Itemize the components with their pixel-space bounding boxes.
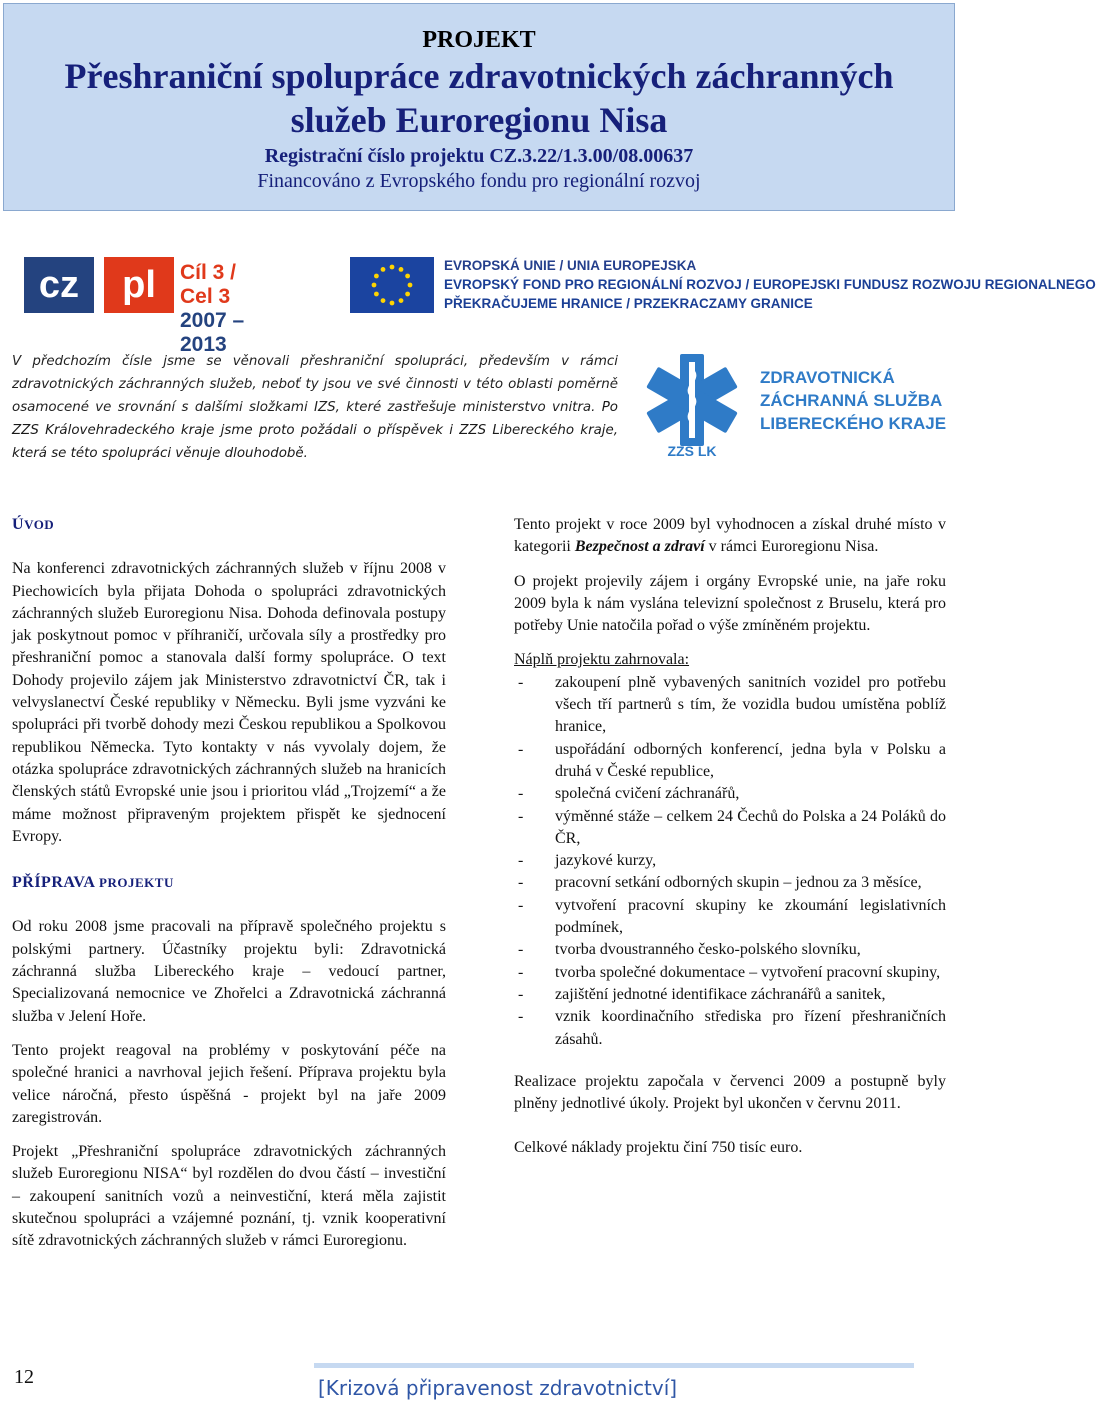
czpl-logo-line1: Cíl 3 / Cel 3 [180, 261, 237, 308]
registration-number: Registrační číslo projektu CZ.3.22/1.3.00/08.00637 [264, 145, 694, 167]
list-dash: - [518, 852, 524, 870]
award-text-a: Tento projekt v roce 2009 byl vyhodnocen a získal druhé místo v kategorii [514, 516, 946, 556]
intro-part2: Po ZZS Královehradeckého kraje jsme proto požádali o příspěvek i ZZS Libereckého kraje, která se této spolupráci věnuje dlouhodobě. [12, 400, 618, 461]
zzs-logo-line3: LIBERECKÉHO KRAJE [760, 414, 947, 433]
section-heading-uvod [12, 514, 446, 536]
eu-logo-line1: EVROPSKÁ UNIE / UNIA EUROPEJSKA [444, 258, 697, 273]
project-title [4, 54, 954, 142]
zzs-star-of-life-icon [636, 348, 748, 460]
list-item-text: vznik koordinačního střediska pro řízení přeshraničních zásahů. [555, 1008, 946, 1048]
list-item [514, 672, 946, 739]
list-item-text: pracovní setkání odborných skupin – jednou za 3 měsíce, [555, 874, 922, 892]
left-column [12, 514, 446, 1253]
eu-star-icon [374, 274, 379, 279]
funding-note: Financováno z Evropského fondu pro regionální rozvoj [257, 170, 701, 192]
list-item-text: vytvoření pracovní skupiny ke zkoumání legislativních podmínek, [555, 896, 946, 937]
list-item-text: zakoupení plně vybavených sanitních vozidel pro potřebu všech tří partnerů s tím, že vozidla budou umístěna poblíž hranice, [555, 673, 946, 736]
czpl-logo-pl: pl [104, 257, 174, 313]
czpl-logo-line2: 2007 – 2013 [180, 309, 245, 356]
eu-interest-paragraph: O projekt projevily zájem i orgány Evropské unie, na jaře roku 2009 byla k nám vyslána televizní společnost z Bruselu, která pro potřeby Unie natočila pořad o výše zmíněném projektu. [514, 572, 946, 635]
award-category: Bezpečnost a zdraví [574, 538, 705, 556]
list-item-text: společná cvičení záchranářů, [555, 785, 740, 803]
award-paragraph [514, 514, 946, 559]
page-number: 12 [14, 1366, 34, 1388]
eu-star-icon [390, 301, 395, 306]
list-dash: - [518, 941, 524, 959]
eu-star-icon [399, 267, 404, 272]
list-item-text: výměnné stáže – celkem 24 Čechů do Polska a 24 Poláků do ČR, [555, 807, 946, 847]
uvod-paragraph: Na konferenci zdravotnických záchranných služeb v říjnu 2008 v Piechowicích byla přijata Dohoda o spolupráci zdravotnických záchranných služeb Euroregionu Nisa. Dohoda definovala postupy jak poskytnout pomoc v příhraničí, určovala síly a prostředky pro přeshraniční pomoc a stanovala další formy spolupráce. O text Dohody projevilo zájem jak Ministerstvo zdravotnictví ČR, tak i velvyslanectví České republiky v Německu. Byli jsme vyzváni ke spolupráci při tvorbě dohody mezi Českou republikou a Spolkovou republikou Německa. Tyto kontakty v nás vyvolaly dojem, že otázka spolupráce zdravotnických záchranných služeb na hranicích členských států Evropské unie jsou i prioritou vlád „Trojzemí“ a že máme možnost připraveným projektem přispět ke sjednocení Evropy. [12, 560, 446, 845]
section-heading-priprava [12, 872, 446, 894]
list-item [514, 984, 946, 1006]
list-item [514, 1006, 946, 1051]
czpl-logo-text [180, 261, 274, 357]
costs-paragraph: Celkové náklady projektu činí 750 tisíc euro. [514, 1139, 803, 1157]
eu-star-icon [381, 298, 386, 303]
list-dash: - [518, 985, 524, 1003]
list-dash: - [518, 1008, 524, 1026]
eu-star-icon [405, 274, 410, 279]
scope-list-title: Náplň projektu zahrnovala: [514, 651, 690, 669]
list-item [514, 939, 946, 961]
eu-star-icon [381, 267, 386, 272]
list-item [514, 895, 946, 940]
list-item-text: uspořádání odborných konferencí, jedna byla v Polsku a druhá v České republice, [555, 740, 946, 780]
list-item [514, 739, 946, 784]
eu-star-icon [374, 292, 379, 297]
zzs-badge-text: ZZS LK [667, 443, 717, 459]
list-item [514, 850, 946, 872]
eu-star-icon [405, 292, 410, 297]
list-item [514, 872, 946, 894]
eu-logo-line2: EVROPSKÝ FOND PRO REGIONÁLNÍ ROZVOJ / EUROPEJSKI FUNDUSZ ROZWOJU REGIONALNEGO [444, 277, 1096, 292]
list-item-text: tvorba dvoustranného česko-polského slovníku, [555, 941, 861, 959]
list-item-text: jazykové kurzy, [555, 852, 657, 870]
award-text-b: v rámci Euroregionu Nisa. [704, 538, 879, 556]
intro-paragraph [12, 350, 618, 465]
list-dash: - [518, 963, 524, 981]
list-item-text: zajištění jednotné identifikace záchranářů a sanitek, [555, 985, 886, 1003]
eu-logo-line3: PŘEKRAČUJEME HRANICE / PRZEKRACZAMY GRANICE [444, 296, 813, 311]
zzs-logo-text [760, 366, 946, 435]
eu-star-icon [390, 265, 395, 270]
zzs-logo-line2: ZÁCHRANNÁ SLUŽBA [760, 391, 943, 410]
priprava-heading-rest: PROJEKTU [99, 875, 174, 891]
uvod-heading-initial: Ú [12, 516, 25, 533]
project-title-line1: Přeshraniční spolupráce zdravotnických záchranných [64, 56, 894, 96]
eu-fund-logo-text [444, 256, 1096, 313]
intro-part1: V předchozím čísle jsme se věnovali přeshraniční spolupráci, především v rámci zdravotnických záchranných služeb, neboť ty jsou ve své činnosti v této oblasti poměrně osamocené ve srovnání s dalšími složkami IZS, které zastřešuje ministerstvo vnitra. [12, 354, 618, 415]
list-dash: - [518, 785, 524, 803]
zzs-logo-line1: ZDRAVOTNICKÁ [760, 368, 895, 387]
list-dash: - [518, 874, 524, 892]
list-item [514, 806, 946, 851]
priprava-heading-first: PŘÍPRAVA [12, 874, 95, 892]
list-item [514, 962, 946, 984]
czpl-logo [24, 257, 274, 356]
list-item [514, 783, 946, 805]
eu-star-icon [408, 283, 413, 288]
priprava-paragraph-2: Tento projekt reagoval na problémy v poskytování péče na společné hranici a navrhoval jejich řešení. Příprava projektu byla velice náročná, přesto úspěšná - projekt byl na jaře 2009 zaregistrován. [12, 1041, 446, 1126]
realization-paragraph: Realizace projektu započala v červenci 2009 a postupně byly plněny jednotlivé úkoly. Projekt byl ukončen v červnu 2011. [514, 1072, 946, 1113]
list-dash: - [518, 740, 524, 758]
priprava-paragraph-3: Projekt „Přeshraniční spolupráce zdravotnických záchranných služeb Euroregionu NISA“ byl rozdělen do dvou částí – investiční – zakoupení sanitních vozů a neinvestiční, která měla zajistit skutečnou spolupráci a vzájemné poznání, tj. vznik kooperativní sítě zdravotnických záchranných služeb v rámci Euroregionu. [12, 1143, 446, 1250]
list-item-text: tvorba společné dokumentace – vytvoření pracovní skupiny, [555, 963, 941, 981]
eu-flag-icon [350, 257, 434, 313]
eu-star-icon [372, 283, 377, 288]
right-column [514, 514, 946, 1160]
eu-star-icon [399, 298, 404, 303]
list-dash: - [518, 807, 524, 825]
project-header [3, 3, 955, 211]
scope-list [514, 672, 946, 1051]
uvod-heading-rest: VOD [24, 517, 55, 532]
list-dash: - [518, 896, 524, 914]
project-label: PROJEKT [422, 27, 536, 53]
project-title-line2: služeb Euroregionu Nisa [290, 100, 668, 140]
priprava-paragraph-1: Od roku 2008 jsme pracovali na přípravě společného projektu s polskými partnery. Účastníky projektu byli: Zdravotnická záchranná služba Libereckého kraje – vedoucí partner, Specializovaná nemocnice ve Zhořelci a Zdravotnická záchranná služba v Jelení Hoře. [12, 918, 446, 1025]
footer-divider [314, 1363, 914, 1368]
czpl-logo-cz: cz [24, 257, 94, 313]
running-title: [Krizová připravenost zdravotnictví] [318, 1376, 678, 1400]
list-dash: - [518, 673, 524, 691]
